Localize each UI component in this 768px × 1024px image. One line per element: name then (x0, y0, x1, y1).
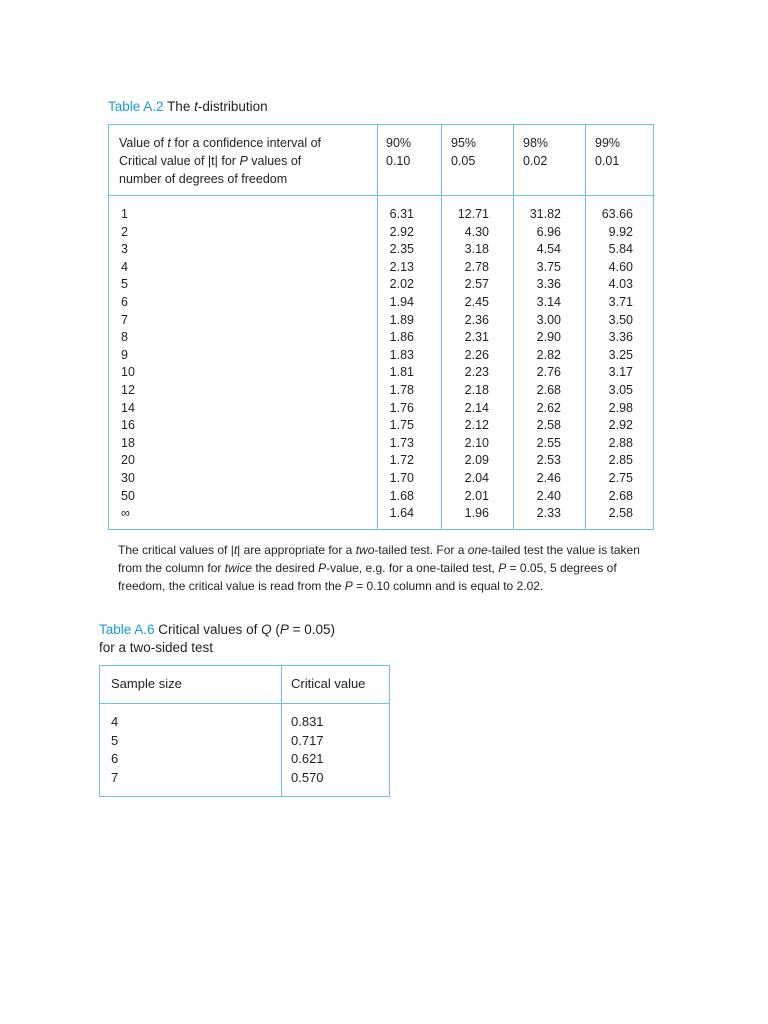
header-divider (109, 195, 653, 196)
value-cell: 2.23 (464, 365, 489, 380)
column-header-98: 98% 0.02 (523, 136, 549, 168)
value-cell: 1.86 (389, 330, 414, 345)
value-cell: 2.53 (536, 453, 561, 468)
dof-cell: 5 (121, 277, 128, 292)
value-cell: 3.75 (536, 259, 561, 274)
sample-size-cell: 4 (111, 714, 119, 729)
value-cell: 2.01 (464, 488, 489, 503)
dof-cell: 8 (121, 330, 128, 345)
row-header-description: Value of t for a confidence interval of Critical value of |t| for P values of number of degrees of freedom (119, 136, 321, 186)
value-cell: 3.36 (536, 277, 561, 292)
value-cell: 1.76 (389, 400, 414, 415)
value-cell: 2.02 (389, 277, 414, 292)
dof-cell: 2 (121, 224, 128, 239)
column-divider (377, 125, 378, 529)
dof-cell: 3 (121, 242, 128, 257)
value-cell: 4.54 (536, 242, 561, 257)
column-divider (441, 125, 442, 529)
column-header-95: 95% 0.05 (451, 136, 477, 168)
value-cell: 3.18 (464, 242, 489, 257)
value-cell: 9.92 (608, 224, 633, 239)
dof-cell: 12 (121, 382, 135, 397)
sample-size-header: Sample size (111, 676, 182, 691)
value-cell: 2.46 (536, 470, 561, 485)
dof-cell: 6 (121, 294, 128, 309)
value-cell: 1.75 (389, 418, 414, 433)
sample-size-column (111, 713, 118, 787)
value-cell: 12.71 (457, 207, 489, 221)
value-cell: 1.73 (389, 435, 414, 450)
value-cell: 2.31 (464, 330, 489, 345)
value-cell: 2.75 (608, 470, 633, 485)
value-cell: 2.88 (608, 435, 633, 450)
value-cell: 6.31 (389, 207, 414, 221)
value-cell: 2.09 (464, 453, 489, 468)
dof-cell: 18 (121, 435, 135, 450)
value-cell: 3.25 (608, 347, 633, 362)
value-cell: 2.90 (536, 330, 561, 345)
dof-cell: 14 (121, 400, 135, 415)
table-a2-title-pre: The (167, 99, 195, 114)
value-cell: 31.82 (529, 207, 561, 221)
value-cell: 2.98 (608, 400, 633, 415)
critical-value-cell: 0.621 (291, 751, 324, 766)
value-cell: 2.68 (536, 382, 561, 397)
column-header-90: 90% 0.10 (386, 136, 412, 168)
value-cell: 2.45 (464, 294, 489, 309)
dof-cell: 20 (121, 453, 135, 468)
value-cell: 2.58 (536, 418, 561, 433)
table-a6-caption: Table A.6 Critical values of Q (P = 0.05) for a two-sided test (99, 622, 336, 655)
value-cell: 3.36 (608, 330, 633, 345)
value-cell: 63.66 (601, 207, 633, 221)
value-cell: 2.82 (536, 347, 561, 362)
value-cell: 1.64 (389, 506, 414, 521)
value-cell: 2.40 (536, 488, 561, 503)
dof-cell: 1 (121, 207, 128, 221)
value-cell: 2.57 (464, 277, 489, 292)
dof-cell: 9 (121, 347, 128, 362)
table-a2-title-italic: t (194, 99, 198, 114)
value-cell: 3.17 (608, 365, 633, 380)
dof-cell: 16 (121, 418, 135, 433)
critical-value-header: Critical value (291, 676, 366, 691)
value-cell: 2.55 (536, 435, 561, 450)
value-cell: 5.84 (608, 242, 633, 257)
critical-value-cell: 0.831 (291, 714, 324, 729)
critical-value-column (291, 713, 324, 787)
value-cell: 1.96 (464, 506, 489, 521)
value-cell: 2.62 (536, 400, 561, 415)
dof-cell: ∞ (121, 506, 130, 521)
table-a2-caption (108, 98, 268, 116)
sample-size-cell: 6 (111, 751, 119, 766)
value-cell: 2.76 (536, 365, 561, 380)
critical-value-cell: 0.570 (291, 769, 324, 785)
dof-cell: 4 (121, 259, 128, 274)
dof-cell: 7 (121, 312, 128, 327)
value-cell: 2.18 (464, 382, 489, 397)
critical-value-cell: 0.717 (291, 732, 324, 748)
value-cell: 2.78 (464, 259, 489, 274)
value-cell: 1.83 (389, 347, 414, 362)
value-cell: 6.96 (536, 224, 561, 239)
table-a2-label: Table A.2 (108, 99, 164, 114)
column-divider (585, 125, 586, 529)
value-cell: 2.68 (608, 488, 633, 503)
critical-q-table (99, 665, 390, 797)
column-header-99: 99% 0.01 (595, 136, 621, 168)
value-cell: 2.33 (536, 506, 561, 521)
value-cell: 3.50 (608, 312, 633, 327)
value-cell: 4.03 (608, 277, 633, 292)
column-divider (513, 125, 514, 529)
value-cell: 2.92 (389, 224, 414, 239)
value-cell: 1.89 (389, 312, 414, 327)
degrees-of-freedom-column (121, 206, 141, 523)
value-cell: 2.35 (389, 242, 414, 257)
value-cell: 2.12 (464, 418, 489, 433)
value-cell: 3.05 (608, 382, 633, 397)
value-cell: 1.81 (389, 365, 414, 380)
value-cell: 2.13 (389, 259, 414, 274)
value-cell: 2.10 (464, 435, 489, 450)
value-cell: 1.72 (389, 453, 414, 468)
dof-cell: 30 (121, 470, 135, 485)
table-a6-label: Table A.6 (99, 622, 155, 637)
column-divider (281, 666, 282, 796)
value-cell: 2.58 (608, 506, 633, 521)
sample-size-cell: 5 (111, 732, 119, 748)
value-cell: 2.14 (464, 400, 489, 415)
value-cell: 2.36 (464, 312, 489, 327)
value-cell: 3.14 (536, 294, 561, 309)
table-a2-title-post: -distribution (197, 99, 268, 114)
t-distribution-table (108, 124, 654, 530)
table-a2-footnote: The critical values of |t| are appropriate for a two-tailed test. For a one-tailed test the value is taken from the column for twice the desired P-value, e.g. for a one-tailed test, P = 0.05, 5 degrees of freedom, the critical value is read from the P = 0.10 column and is equal to 2.02. (118, 543, 640, 593)
values-98-column (517, 206, 561, 523)
value-cell: 2.04 (464, 470, 489, 485)
value-cell: 3.71 (608, 294, 633, 309)
value-cell: 4.30 (464, 224, 489, 239)
table-a6-title-line2: for a two-sided test (99, 640, 214, 655)
value-cell: 2.85 (608, 453, 633, 468)
value-cell: 1.70 (389, 470, 414, 485)
value-cell: 1.94 (389, 294, 414, 309)
value-cell: 4.60 (608, 259, 633, 274)
values-95-column (445, 206, 489, 523)
dof-cell: 50 (121, 488, 135, 503)
dof-cell: 10 (121, 365, 135, 380)
header-divider (100, 703, 389, 704)
values-90-column (381, 206, 414, 523)
value-cell: 2.26 (464, 347, 489, 362)
value-cell: 3.00 (536, 312, 561, 327)
value-cell: 2.92 (608, 418, 633, 433)
values-99-column (589, 206, 633, 523)
sample-size-cell: 7 (111, 769, 119, 785)
value-cell: 1.78 (389, 382, 414, 397)
value-cell: 1.68 (389, 488, 414, 503)
